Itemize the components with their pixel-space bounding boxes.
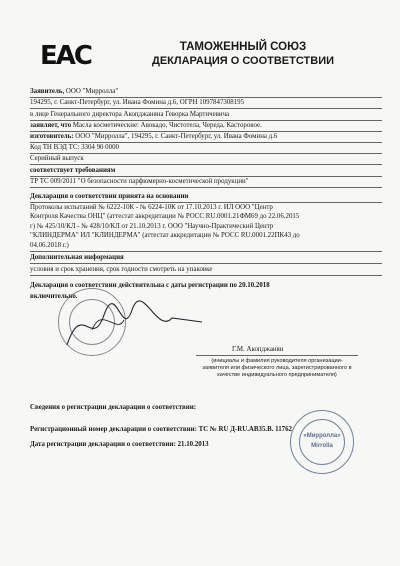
signatory-caption: (инициалы и фамилия руководителя организации- заявителя или физического лица, зарегистрированного в качестве индивидуального предпринимателя) [202, 358, 352, 378]
divider [30, 120, 382, 121]
registration-number-label: Регистрационный номер декларации о соответствии: [30, 426, 199, 433]
manufacturer-value: ООО "Мирролла", 194295, г. Санкт-Петербург, ул. Ивана Фомина д.6 [73, 133, 278, 140]
applicant-label: Заявитель, [30, 88, 65, 95]
basis-line: 04.06.2018 г.) [30, 242, 69, 249]
basis-line: Протоколы испытаний № 6222-10К - № 6224-10К от 17.10.2013 г. ИЛ ООО "Центр [30, 204, 273, 211]
stamp-text: Mirrolla [311, 443, 333, 449]
divider [30, 97, 382, 98]
divider [30, 251, 382, 252]
applicant-row [30, 88, 380, 97]
additional-label: Дополнительная информация [30, 254, 124, 261]
applicant-representative: в лице Генерального директора Акопджаняна Геворка Мартичевича [30, 111, 230, 118]
registration-heading: Сведения о регистрации декларации о соответствии: [30, 404, 196, 411]
divider [30, 142, 382, 143]
manufacturer-label: изготовитель: [30, 133, 74, 140]
divider [30, 153, 382, 154]
signature-line [196, 355, 358, 356]
header-union-title: ТАМОЖЕННЫЙ СОЮЗ [179, 41, 307, 53]
applicant-address: 194295, г. Санкт-Петербург, ул. Ивана Фомина д.6, ОГРН 1097847308195 [30, 99, 245, 106]
tnved-code: Код ТН ВЭД ТС: 3304 90 0000 [30, 144, 119, 151]
divider [30, 164, 382, 165]
divider [30, 263, 382, 264]
divider [30, 131, 382, 132]
divider [30, 202, 382, 203]
declares-row [30, 122, 380, 131]
header-declaration-title: ДЕКЛАРАЦИЯ О СООТВЕТСТВИИ [151, 55, 335, 67]
signatory-name: Г.М. Акопджанян [232, 346, 284, 353]
divider [30, 275, 382, 276]
registration-date: 21.10.2013 [177, 441, 209, 448]
basis-line: Контроля Качества ОНЦ" (аттестат аккредитации № РОСС RU.0001.21ФМ69 до 22.06.2015 [30, 213, 300, 220]
company-stamp [290, 410, 354, 474]
declares-label: заявляет, что [30, 122, 72, 129]
divider [30, 187, 382, 188]
requirements-value: ТР ТС 009/2011 "О безопасности парфюмерно-косметической продукции" [30, 178, 249, 185]
requirements-label: соответствует требованиям [30, 167, 116, 174]
basis-label: Декларация о соответствии принята на основании [30, 193, 189, 200]
additional-value: условия и срок хранения, срок годности смотреть на упаковке [30, 266, 213, 273]
divider [30, 108, 382, 109]
registration-date-label: Дата регистрации декларации о соответствии: [30, 441, 178, 448]
document-header [128, 40, 358, 68]
basis-line: "КЛИНДЕРМА" ИЛ "КЛИНДЕРМА" (аттестат аккредитации № РОСС RU.0001.22ПК43 до [30, 232, 300, 239]
eac-mark: EAC [40, 41, 91, 71]
product-description: Масла косметические: Авокадо, Чистотела, Череда, Касторовое. [71, 122, 262, 129]
release-type: Серийный выпуск [30, 155, 84, 162]
validity-text-end: включительно. [30, 293, 78, 300]
signature-scribble [62, 290, 212, 360]
registration-number: ТС № RU Д-RU.АВ35.В. 11762 [198, 426, 292, 433]
stamp-text: «Мирролла» [303, 433, 341, 439]
basis-line: г) № 425/10/КЛ - № 428/10/КЛ от 21.10.2013 г. ООО "Научно-Практический Центр [30, 223, 274, 230]
applicant-name: ООО "Мирролла" [64, 88, 119, 95]
manufacturer-row [30, 133, 380, 142]
divider [30, 176, 382, 177]
validity-text: Декларация о соответствии действительна с даты регистрации по 20.10.2018 [30, 282, 270, 289]
